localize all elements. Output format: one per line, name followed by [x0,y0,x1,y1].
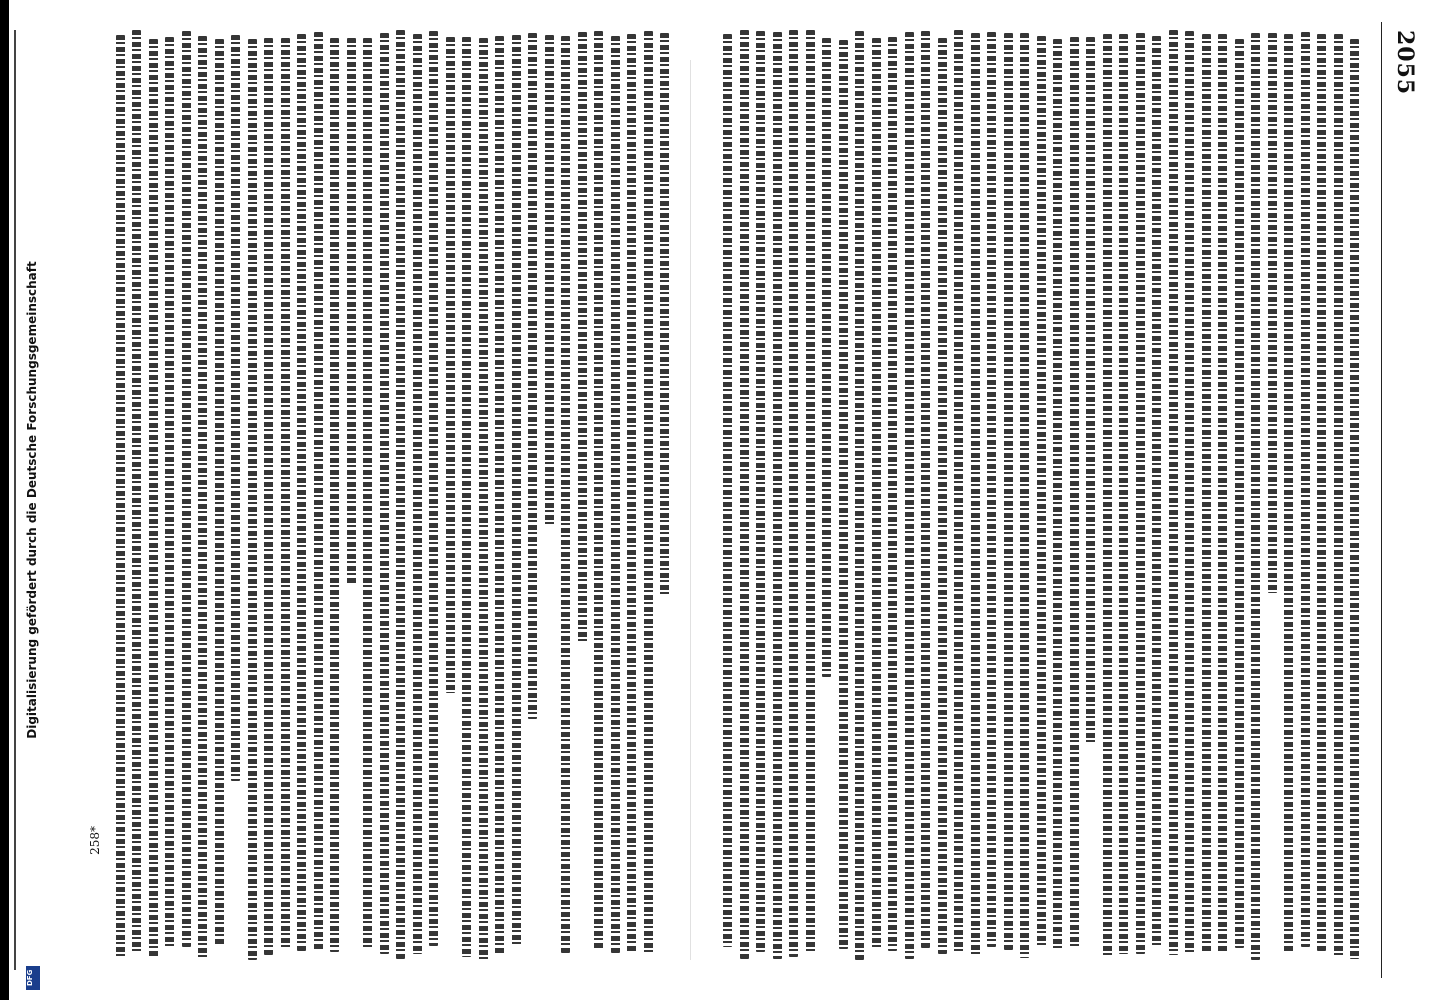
text-line [462,37,471,957]
text-line [545,35,554,526]
text-line [495,36,504,954]
text-line [330,38,339,952]
text-line [149,39,158,957]
text-line [479,38,488,960]
page-marker: 258* [88,826,102,855]
text-line [839,40,848,949]
text-line [578,32,587,643]
text-line [1185,31,1194,954]
text-line [561,36,570,953]
digitization-notice: Digitalisierung gefördert durch die Deutsche Forschungsgemeinschaft [25,261,39,739]
text-line [987,32,996,947]
text-line [116,35,125,958]
dfg-logo: DFG [26,966,40,990]
text-line [264,38,273,955]
text-line [1070,37,1079,947]
text-line [740,30,749,959]
text-line [1103,34,1112,957]
text-line [347,38,356,584]
text-line [248,39,257,960]
text-line [938,38,947,954]
text-line [231,35,240,781]
text-line [297,34,306,951]
text-line [182,31,191,947]
text-line [1004,33,1013,950]
text-line [1235,39,1244,948]
text-line [1053,39,1062,950]
text-line [1037,36,1046,946]
text-line [627,34,636,952]
text-line [1284,34,1293,953]
text-line [1251,33,1260,960]
text-line [594,31,603,950]
text-line [446,37,455,693]
text-line [528,33,537,719]
text-line [1086,37,1095,744]
text-line [1169,30,1178,955]
text-line [971,33,980,955]
text-line [888,37,897,951]
text-line [644,31,653,954]
text-line [1136,33,1145,954]
text-line [855,31,864,960]
text-line [756,31,765,952]
text-line [1317,34,1326,951]
text-line [611,36,620,953]
text-line [723,34,732,947]
text-line [380,33,389,954]
text-line [314,32,323,950]
text-line [1301,32,1310,947]
text-line [872,38,881,949]
text-line [281,38,290,950]
text-line [429,31,438,946]
text-line [1152,36,1161,947]
text-line [822,38,831,677]
scan-edge-line [14,30,16,970]
page-number: 2055 [1392,30,1418,96]
text-line [1020,33,1029,958]
text-line [198,36,207,958]
text-line [512,35,521,946]
text-line [789,30,798,957]
text-line [1268,33,1277,593]
text-line [165,37,174,948]
text-line [954,30,963,954]
header-rule [1381,22,1382,978]
text-line [905,32,914,959]
text-line [1334,34,1343,958]
text-line [363,38,372,948]
scan-edge [0,0,9,1000]
text-line [806,30,815,954]
text-line [396,30,405,959]
text-line [1119,34,1128,954]
text-line [660,33,669,597]
text-line [1350,39,1359,959]
text-line [1202,34,1211,952]
text-line [413,34,422,954]
text-line [1218,34,1227,952]
text-line [773,32,782,959]
text-line [921,31,930,948]
text-line [215,39,224,946]
column-divider [690,60,691,960]
text-line [132,30,141,953]
